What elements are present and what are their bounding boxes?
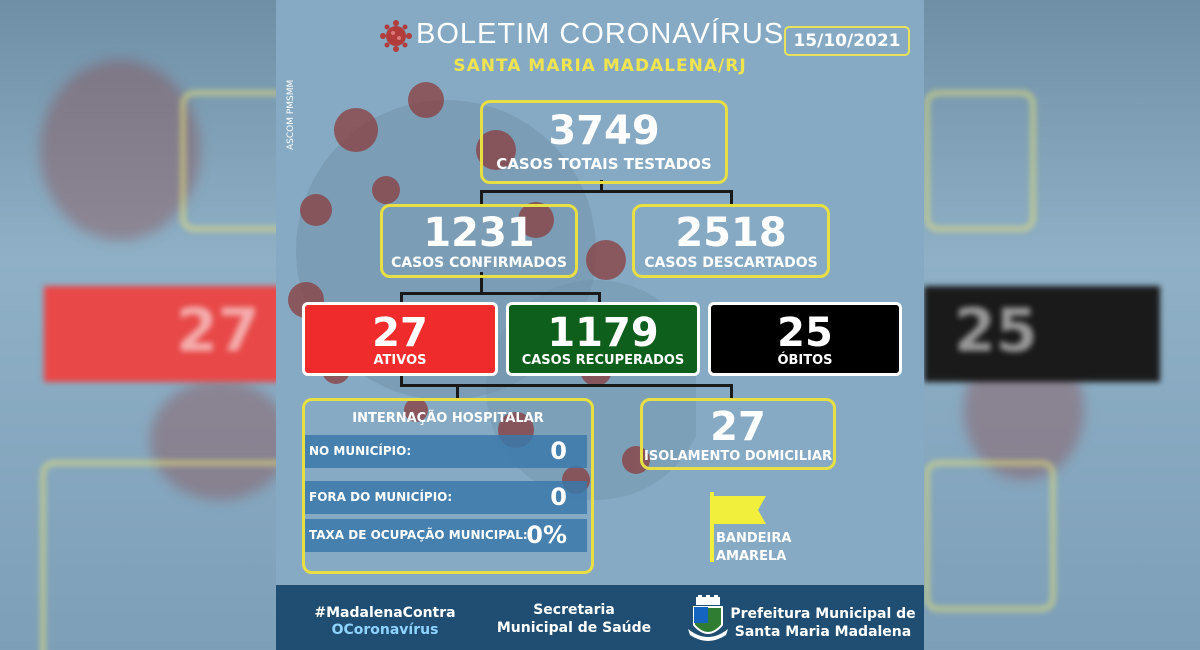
connector-line — [480, 190, 483, 204]
connector-line — [400, 292, 600, 295]
blurred-frame — [924, 460, 1056, 612]
blurred-background-right — [924, 0, 1200, 650]
home-isolation-value: 27 — [710, 404, 766, 450]
discarded-value: 2518 — [675, 210, 787, 256]
footer — [276, 585, 924, 650]
hashtag-line1: #MadalenaContra — [314, 605, 456, 621]
hospital-row-label: TAXA DE OCUPAÇÃO MUNICIPAL: — [309, 528, 528, 542]
connector-line — [730, 190, 733, 204]
prefeitura-line1: Prefeitura Municipal de — [730, 606, 916, 622]
confirmed-label: CASOS CONFIRMADOS — [391, 255, 567, 271]
connector-line — [400, 384, 732, 387]
credit-text: ASCOM PMSMM — [286, 79, 296, 150]
home-isolation-card — [640, 398, 836, 470]
secretaria-line1: Secretaria — [533, 602, 615, 618]
secretaria-line2: Municipal de Saúde — [496, 620, 652, 636]
hospital-row-label: FORA DO MUNICÍPIO: — [309, 490, 453, 504]
title-bar — [276, 18, 924, 54]
discarded-label: CASOS DESCARTADOS — [644, 255, 818, 271]
hospital-row-municipio — [305, 435, 587, 468]
hospitalization-panel — [302, 398, 594, 574]
prefeitura-line2: Santa Maria Madalena — [734, 624, 912, 640]
total-tested-card — [480, 100, 728, 184]
total-tested-label: CASOS TOTAIS TESTADOS — [496, 155, 712, 173]
active-value: 27 — [372, 310, 428, 356]
hospital-row-taxa — [305, 519, 587, 552]
hospital-row-value: 0 — [550, 437, 567, 465]
flag-label-line1: BANDEIRA — [716, 531, 792, 546]
secretaria-text — [494, 601, 654, 637]
blurred-virus-shape — [40, 60, 200, 240]
discarded-card — [632, 204, 830, 278]
city-subtitle: SANTA MARIA MADALENA/RJ — [453, 56, 747, 76]
confirmed-value: 1231 — [423, 210, 535, 256]
active-label: ATIVOS — [373, 353, 427, 368]
blurred-number: 25 — [954, 296, 1038, 366]
hospitalization-title: INTERNAÇÃO HOSPITALAR — [352, 411, 544, 426]
hashtag-line2: OCoronavírus — [331, 622, 439, 638]
home-isolation-label: ISOLAMENTO DOMICILIAR — [644, 449, 832, 464]
confirmed-card — [380, 204, 578, 278]
flag-label-line2: AMARELA — [716, 549, 787, 564]
connector-line — [480, 190, 732, 193]
active-card — [302, 302, 498, 376]
blurred-frame — [40, 460, 276, 650]
date-badge: 15/10/2021 — [784, 26, 910, 56]
prefeitura-text — [728, 605, 918, 641]
hospital-row-value: 0% — [526, 521, 567, 549]
flag-label — [716, 530, 791, 566]
virus-icon — [380, 20, 412, 52]
deaths-card — [708, 302, 902, 376]
page-title: BOLETIM CORONAVÍRUS — [416, 18, 785, 50]
blurred-frame — [180, 90, 276, 232]
blurred-frame — [924, 90, 1036, 232]
recovered-value: 1179 — [547, 310, 659, 356]
hospital-row-value: 0 — [550, 483, 567, 511]
deaths-value: 25 — [777, 310, 833, 356]
hospital-row-label: NO MUNICÍPIO: — [309, 444, 412, 458]
blurred-number: 27 — [176, 296, 260, 366]
blurred-background-left — [0, 0, 276, 650]
bulletin-poster — [276, 0, 924, 650]
municipal-crest-icon — [686, 595, 730, 645]
recovered-card — [506, 302, 700, 376]
hashtag — [300, 605, 470, 639]
total-tested-value: 3749 — [548, 108, 660, 154]
recovered-label: CASOS RECUPERADOS — [521, 353, 685, 368]
hospital-row-fora — [305, 481, 587, 514]
deaths-label: ÓBITOS — [777, 353, 833, 368]
